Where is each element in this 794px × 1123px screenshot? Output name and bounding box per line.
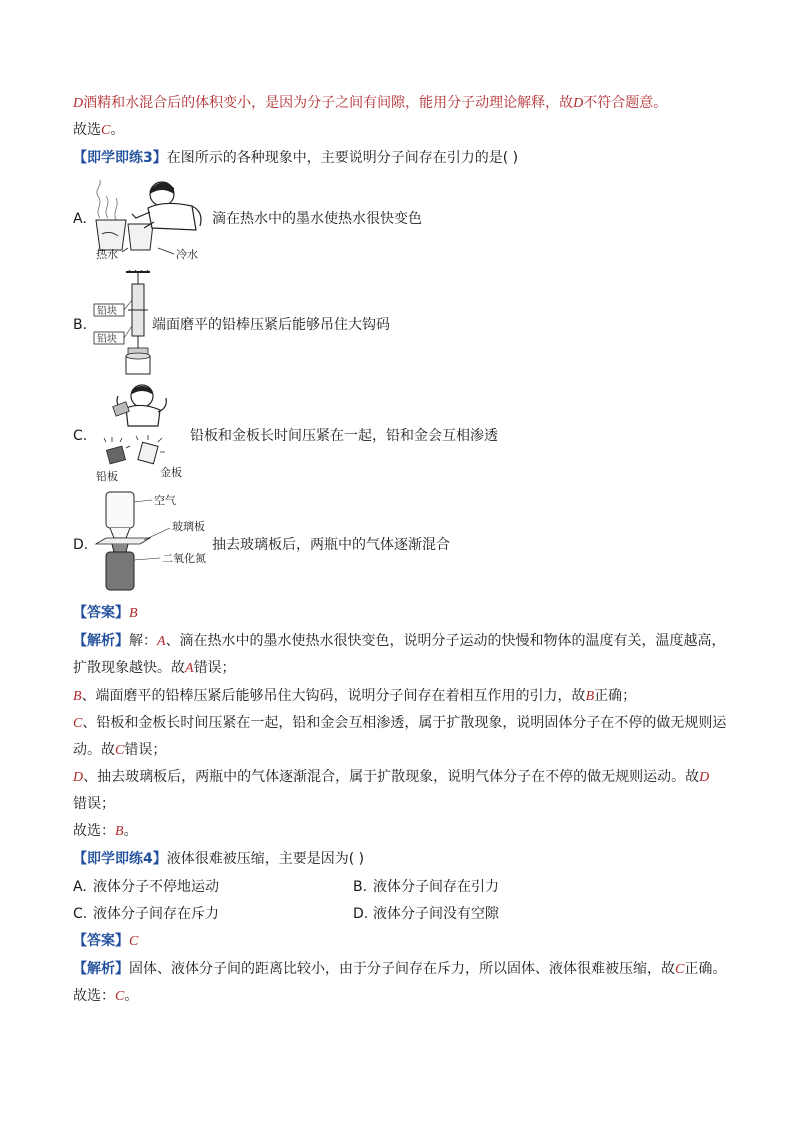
- fig-label: 铅板: [96, 470, 118, 483]
- ink-diffusion-figure: [88, 178, 213, 262]
- analysis-text: 解：: [129, 633, 157, 649]
- option-letter: D.: [73, 537, 89, 553]
- analysis-text: 故选：: [73, 823, 115, 839]
- option-letter: B: [73, 689, 82, 704]
- fig-label: 铅块: [97, 306, 117, 317]
- analysis-text: 、抽去玻璃板后，两瓶中的气体逐渐混合，属于扩散现象，说明气体分子在不停的做无规则运动。故: [83, 769, 700, 785]
- option-letter: C: [675, 962, 685, 977]
- q3-option-c: [73, 426, 87, 446]
- q3-analysis-line-6: [73, 767, 709, 788]
- answer-text: 酒精和水混合后的体积变小，是因为分子之间有间隙，能用分子动理论解释，故: [83, 95, 574, 111]
- answer-tag: 【答案】: [73, 933, 129, 949]
- option-letter: B: [115, 824, 124, 839]
- analysis-text: 动。故: [73, 742, 115, 758]
- option-text: 液体分子间没有空隙: [373, 906, 499, 922]
- option-text: 液体分子间存在引力: [373, 879, 499, 895]
- q3-analysis-line-2: [73, 658, 236, 679]
- option-letter: A: [185, 661, 194, 676]
- option-letter: C: [115, 743, 125, 758]
- q4-stem: [73, 849, 364, 869]
- option-letter: C: [115, 989, 125, 1004]
- analysis-text: 、端面磨平的铅棒压紧后能够吊住大钩码，说明分子间存在着相互作用的引力，故: [81, 688, 586, 704]
- q3-analysis-line-7: [73, 794, 115, 814]
- analysis-text: 。: [123, 823, 138, 839]
- q3-analysis-line-1: [73, 631, 726, 652]
- option-letter: D: [699, 770, 710, 785]
- q3-analysis-line-8: [73, 821, 138, 842]
- q4-option-a: [73, 877, 219, 897]
- option-letter: C: [101, 123, 111, 138]
- answer-text: 。: [110, 122, 125, 138]
- option-text: 液体分子间存在斥力: [93, 906, 219, 922]
- option-letter: A.: [73, 879, 87, 895]
- answer-letter: B: [129, 606, 138, 621]
- answer-text: 故选: [73, 122, 101, 138]
- prev-answer-line-2: [73, 120, 124, 141]
- q3-answer: [73, 603, 138, 624]
- option-letter: D: [73, 770, 84, 785]
- analysis-text: 错误；: [124, 742, 167, 758]
- fig-label: 玻璃板: [172, 520, 205, 533]
- option-letter: A: [157, 634, 166, 649]
- prev-answer-line-1: [73, 93, 667, 114]
- q3-stem-text: 在图所示的各种现象中，主要说明分子间存在引力的是( ): [166, 150, 519, 166]
- analysis-text: 扩散现象越快。故: [73, 660, 185, 676]
- option-letter: D: [573, 96, 584, 111]
- option-letter: B.: [73, 317, 88, 333]
- option-letter: B: [585, 689, 595, 704]
- fig-label: 金板: [160, 466, 182, 479]
- lead-gold-plates-figure: [92, 382, 192, 484]
- q4-stem-text: 液体很难被压缩，主要是因为( ): [166, 851, 365, 867]
- answer-text: 不符合题意。: [583, 95, 668, 111]
- fig-label: 空气: [154, 494, 176, 507]
- q3-analysis-line-4: [73, 713, 726, 734]
- option-letter: B.: [353, 879, 368, 895]
- q4-final: [73, 986, 138, 1007]
- fig-label: 二氧化氮: [162, 552, 206, 565]
- analysis-text: 错误；: [193, 660, 236, 676]
- analysis-text: 正确；: [594, 688, 637, 704]
- option-letter: C: [73, 716, 83, 731]
- option-letter: C.: [73, 906, 88, 922]
- gas-bottles-figure: [92, 490, 214, 594]
- option-text: 端面磨平的铅棒压紧后能够吊住大钩码: [152, 317, 390, 333]
- analysis-text: 、铅板和金板长时间压紧在一起，铅和金会互相渗透，属于扩散现象，说明固体分子在不停的做无规则运: [82, 715, 727, 731]
- option-text: 液体分子不停地运动: [93, 879, 219, 895]
- option-text: 铅板和金板长时间压紧在一起，铅和金会互相渗透: [190, 428, 498, 444]
- analysis-tag: 【解析】: [73, 961, 129, 977]
- analysis-text: 故选：: [73, 988, 115, 1004]
- analysis-text: 正确。: [684, 961, 727, 977]
- option-letter: A.: [73, 211, 87, 227]
- analysis-tag: 【解析】: [73, 633, 129, 649]
- q4-analysis: [73, 959, 726, 980]
- analysis-text: 错误；: [73, 796, 115, 812]
- q3-option-b: [73, 315, 87, 335]
- q4-option-b: [353, 877, 499, 897]
- q3-analysis-line-3: [73, 686, 636, 707]
- analysis-text: 固体、液体分子间的距离比较小，由于分子间存在斥力，所以固体、液体很难被压缩，故: [129, 961, 675, 977]
- option-text: 滴在热水中的墨水使热水很快变色: [212, 211, 422, 227]
- q3-stem: [73, 148, 518, 168]
- option-letter: D: [73, 96, 84, 111]
- q4-option-c: [73, 904, 219, 924]
- q3-option-d: [73, 535, 88, 555]
- analysis-text: 、滴在热水中的墨水使热水很快变色，说明分子运动的快慢和物体的温度有关，温度越高，: [165, 633, 726, 649]
- answer-tag: 【答案】: [73, 605, 129, 621]
- fig-label: 铅块: [97, 334, 117, 345]
- option-letter: D.: [353, 906, 369, 922]
- q3-tag: 【即学即练3】: [73, 150, 167, 166]
- q3-analysis-line-5: [73, 740, 166, 761]
- option-text: 抽去玻璃板后，两瓶中的气体逐渐混合: [212, 537, 450, 553]
- q4-option-d: [353, 904, 499, 924]
- q4-answer: [73, 931, 138, 952]
- option-letter: C.: [73, 428, 88, 444]
- answer-letter: C: [129, 934, 139, 949]
- q3-option-a: [73, 209, 87, 229]
- lead-blocks-figure: [92, 270, 152, 380]
- q4-tag: 【即学即练4】: [73, 851, 167, 867]
- fig-label: 热水: [96, 248, 118, 261]
- analysis-text: 。: [124, 988, 139, 1004]
- fig-label: 冷水: [176, 248, 198, 261]
